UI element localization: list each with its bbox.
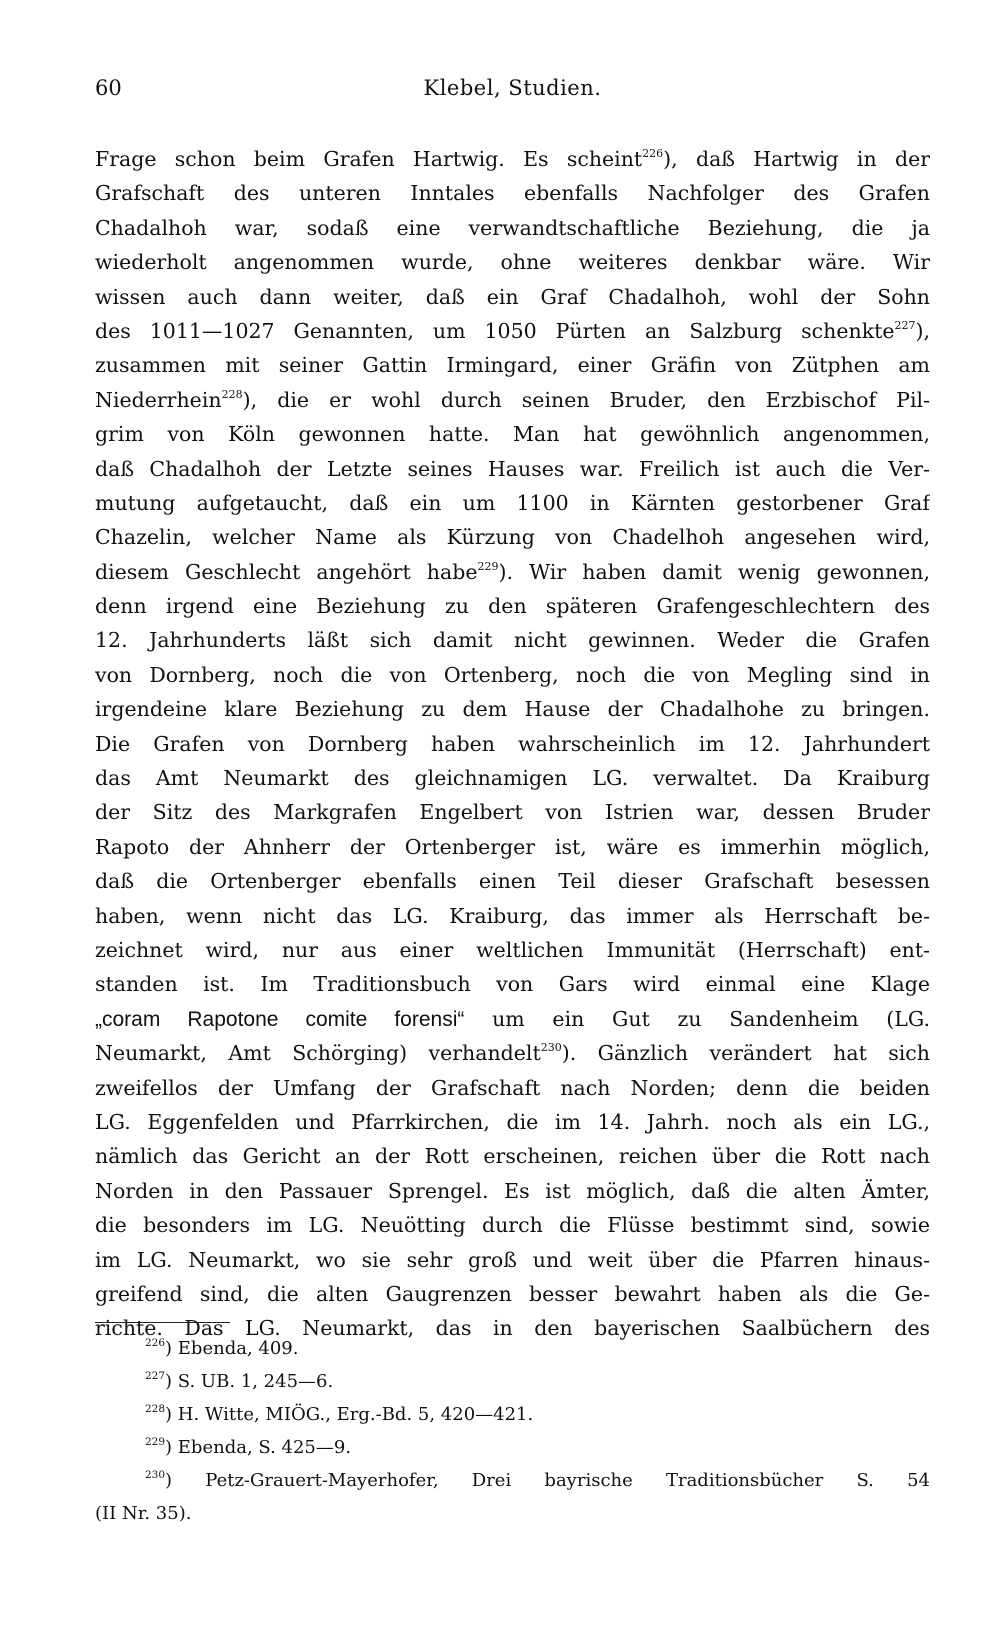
text-segment: um ein Gut zu Sandenheim (LG. bbox=[464, 1006, 930, 1031]
text-segment: Frage schon beim Grafen Hartwig. Es scheint bbox=[95, 147, 643, 171]
text-line bbox=[95, 1105, 930, 1139]
footnote-text: ) H. Witte, MIÖG., Erg.-Bd. 5, 420—421. bbox=[165, 1404, 534, 1425]
text-segment: Norden in den Passauer Sprengel. Es ist möglich, daß die alten Ämter, bbox=[95, 1178, 930, 1203]
text-line bbox=[95, 245, 930, 279]
footnote-number: 227 bbox=[145, 1370, 166, 1382]
text-line bbox=[95, 692, 930, 726]
text-segment: irgendeine klare Beziehung zu dem Hause der Chadalhohe zu bringen. bbox=[95, 697, 930, 722]
text-segment: daß die Ortenberger ebenfalls einen Teil dieser Grafschaft besessen bbox=[95, 869, 930, 894]
text-line bbox=[95, 1208, 930, 1242]
footnote-reference[interactable]: 228 bbox=[221, 387, 243, 401]
footnote-reference[interactable]: 226 bbox=[642, 147, 664, 160]
text-line bbox=[95, 933, 930, 967]
text-segment: Die Grafen von Dornberg haben wahrscheinlich im 12. Jahrhundert bbox=[95, 731, 930, 756]
text-segment: zusammen mit seiner Gattin Irmingard, einer Gräfin von Zütphen am bbox=[95, 353, 930, 378]
footnote-text: ) Ebenda, S. 425—9. bbox=[165, 1437, 352, 1458]
text-line bbox=[95, 623, 930, 657]
text-line bbox=[95, 967, 930, 1001]
text-line bbox=[95, 1036, 930, 1070]
text-line bbox=[95, 658, 930, 692]
text-line bbox=[95, 1071, 930, 1105]
text-segment: grim von Köln gewonnen hatte. Man hat gewöhnlich angenommen, bbox=[95, 422, 930, 447]
text-line bbox=[95, 589, 930, 623]
text-line bbox=[95, 761, 930, 795]
footnote-number: 229 bbox=[145, 1436, 166, 1448]
text-line bbox=[95, 142, 930, 176]
text-line bbox=[95, 1243, 930, 1277]
body-text bbox=[95, 142, 930, 1346]
footnote bbox=[95, 1464, 930, 1497]
text-line bbox=[95, 1174, 930, 1208]
running-title: Klebel, Studien. bbox=[423, 76, 602, 100]
text-segment: von Dornberg, noch die von Ortenberg, noch die von Megling sind in bbox=[95, 662, 930, 687]
text-segment: richte. Das LG. Neumarkt, das in den bayerischen Saalbüchern des bbox=[95, 1316, 930, 1341]
text-segment: ). Gänzlich verändert hat sich bbox=[561, 1041, 930, 1066]
footnote-text: ) Petz-Grauert-Mayerhofer, Drei bayrische Traditionsbücher S. 54 bbox=[165, 1470, 930, 1491]
text-line bbox=[95, 452, 930, 486]
text-line bbox=[95, 417, 930, 451]
footnote-reference[interactable]: 229 bbox=[477, 559, 499, 573]
footnote-reference[interactable]: 230 bbox=[540, 1041, 562, 1055]
text-line bbox=[95, 486, 930, 520]
text-segment: diesem Geschlecht angehört habe bbox=[95, 559, 478, 584]
text-line bbox=[95, 1002, 930, 1036]
footnotes bbox=[95, 1332, 930, 1530]
text-segment: Chazelin, welcher Name als Kürzung von Chadelhoh angesehen wird, bbox=[95, 525, 930, 550]
text-segment: LG. Eggenfelden und Pfarrkirchen, die im 14. Jahrh. noch als ein LG., bbox=[95, 1109, 930, 1134]
text-segment: Niederrhein bbox=[95, 387, 222, 412]
text-segment: die besonders im LG. Neuötting durch die Flüsse bestimmt sind, sowie bbox=[95, 1213, 930, 1238]
text-segment: das Amt Neumarkt des gleichnamigen LG. verwaltet. Da Kraiburg bbox=[95, 766, 930, 791]
text-segment: ). Wir haben damit wenig gewonnen, bbox=[498, 559, 930, 584]
text-line bbox=[95, 555, 930, 589]
text-segment: Rapoto der Ahnherr der Ortenberger ist, wäre es immerhin möglich, bbox=[95, 834, 930, 859]
footnote-text: ) S. UB. 1, 245—6. bbox=[165, 1371, 334, 1392]
text-line bbox=[95, 830, 930, 864]
text-line bbox=[95, 1139, 930, 1173]
text-segment: ), die er wohl durch seinen Bruder, den Erzbischof Pil- bbox=[242, 387, 930, 412]
text-segment: Neumarkt, Amt Schörging) verhandelt bbox=[95, 1041, 541, 1066]
text-segment: im LG. Neumarkt, wo sie sehr groß und weit über die Pfarren hinaus- bbox=[95, 1247, 930, 1272]
text-segment: zeichnet wird, nur aus einer weltlichen Immunität (Herrschaft) ent- bbox=[95, 937, 930, 962]
text-segment: Chadalhoh war, sodaß eine verwandtschaftliche Beziehung, die ja bbox=[95, 215, 930, 240]
text-segment: der Sitz des Markgrafen Engelbert von Istrien war, dessen Bruder bbox=[95, 800, 930, 825]
text-segment: nämlich das Gericht an der Rott erscheinen, reichen über die Rott nach bbox=[95, 1144, 930, 1169]
page-number: 60 bbox=[95, 76, 122, 100]
running-head bbox=[95, 76, 930, 106]
text-line bbox=[95, 280, 930, 314]
text-line bbox=[95, 1277, 930, 1311]
text-line bbox=[95, 795, 930, 829]
text-segment: daß Chadalhoh der Letzte seines Hauses war. Freilich ist auch die Ver- bbox=[95, 456, 930, 481]
text-segment: Grafschaft des unteren Inntales ebenfalls Nachfolger des Grafen bbox=[95, 181, 930, 206]
text-line bbox=[95, 176, 930, 210]
footnote-text: ) Ebenda, 409. bbox=[165, 1338, 299, 1359]
text-line bbox=[95, 314, 930, 348]
text-segment: mutung aufgetaucht, daß ein um 1100 in Kärnten gestorbener Graf bbox=[95, 490, 930, 515]
text-segment: 12. Jahrhunderts läßt sich damit nicht gewinnen. Weder die Grafen bbox=[95, 628, 930, 653]
text-line bbox=[95, 864, 930, 898]
footnote bbox=[95, 1431, 930, 1464]
text-segment: greifend sind, die alten Gaugrenzen besser bewahrt haben als die Ge- bbox=[95, 1281, 930, 1306]
text-line bbox=[95, 727, 930, 761]
footnote bbox=[95, 1332, 930, 1365]
text-segment: denn irgend eine Beziehung zu den späteren Grafengeschlechtern des bbox=[95, 594, 930, 619]
text-line bbox=[95, 899, 930, 933]
text-segment: wiederholt angenommen wurde, ohne weiteres denkbar wäre. Wir bbox=[95, 250, 930, 275]
text-segment: ), bbox=[915, 318, 930, 343]
text-segment: zweifellos der Umfang der Grafschaft nach Norden; denn die beiden bbox=[95, 1075, 930, 1100]
footnote bbox=[95, 1398, 930, 1431]
text-line bbox=[95, 383, 930, 417]
text-line bbox=[95, 520, 930, 554]
text-segment: ), daß Hartwig in der bbox=[663, 147, 930, 171]
text-segment: haben, wenn nicht das LG. Kraiburg, das immer als Herrschaft be- bbox=[95, 903, 930, 928]
footnote-continuation: (II Nr. 35). bbox=[95, 1503, 192, 1524]
footnote-number: 226 bbox=[145, 1337, 166, 1349]
text-segment: wissen auch dann weiter, daß ein Graf Chadalhoh, wohl der Sohn bbox=[95, 284, 930, 309]
footnote bbox=[95, 1365, 930, 1398]
text-segment: des 1011—1027 Genannten, um 1050 Pürten an Salzburg schenkte bbox=[95, 318, 895, 343]
footnote-number: 228 bbox=[145, 1403, 166, 1415]
text-line bbox=[95, 348, 930, 382]
footnote-divider bbox=[95, 1322, 230, 1323]
text-segment: standen ist. Im Traditionsbuch von Gars wird einmal eine Klage bbox=[95, 972, 930, 997]
text-line bbox=[95, 211, 930, 245]
latin-quote: „coram Rapotone comite forensi“ bbox=[95, 1007, 465, 1031]
footnote-reference[interactable]: 227 bbox=[894, 318, 916, 332]
footnote-number: 230 bbox=[145, 1469, 166, 1481]
